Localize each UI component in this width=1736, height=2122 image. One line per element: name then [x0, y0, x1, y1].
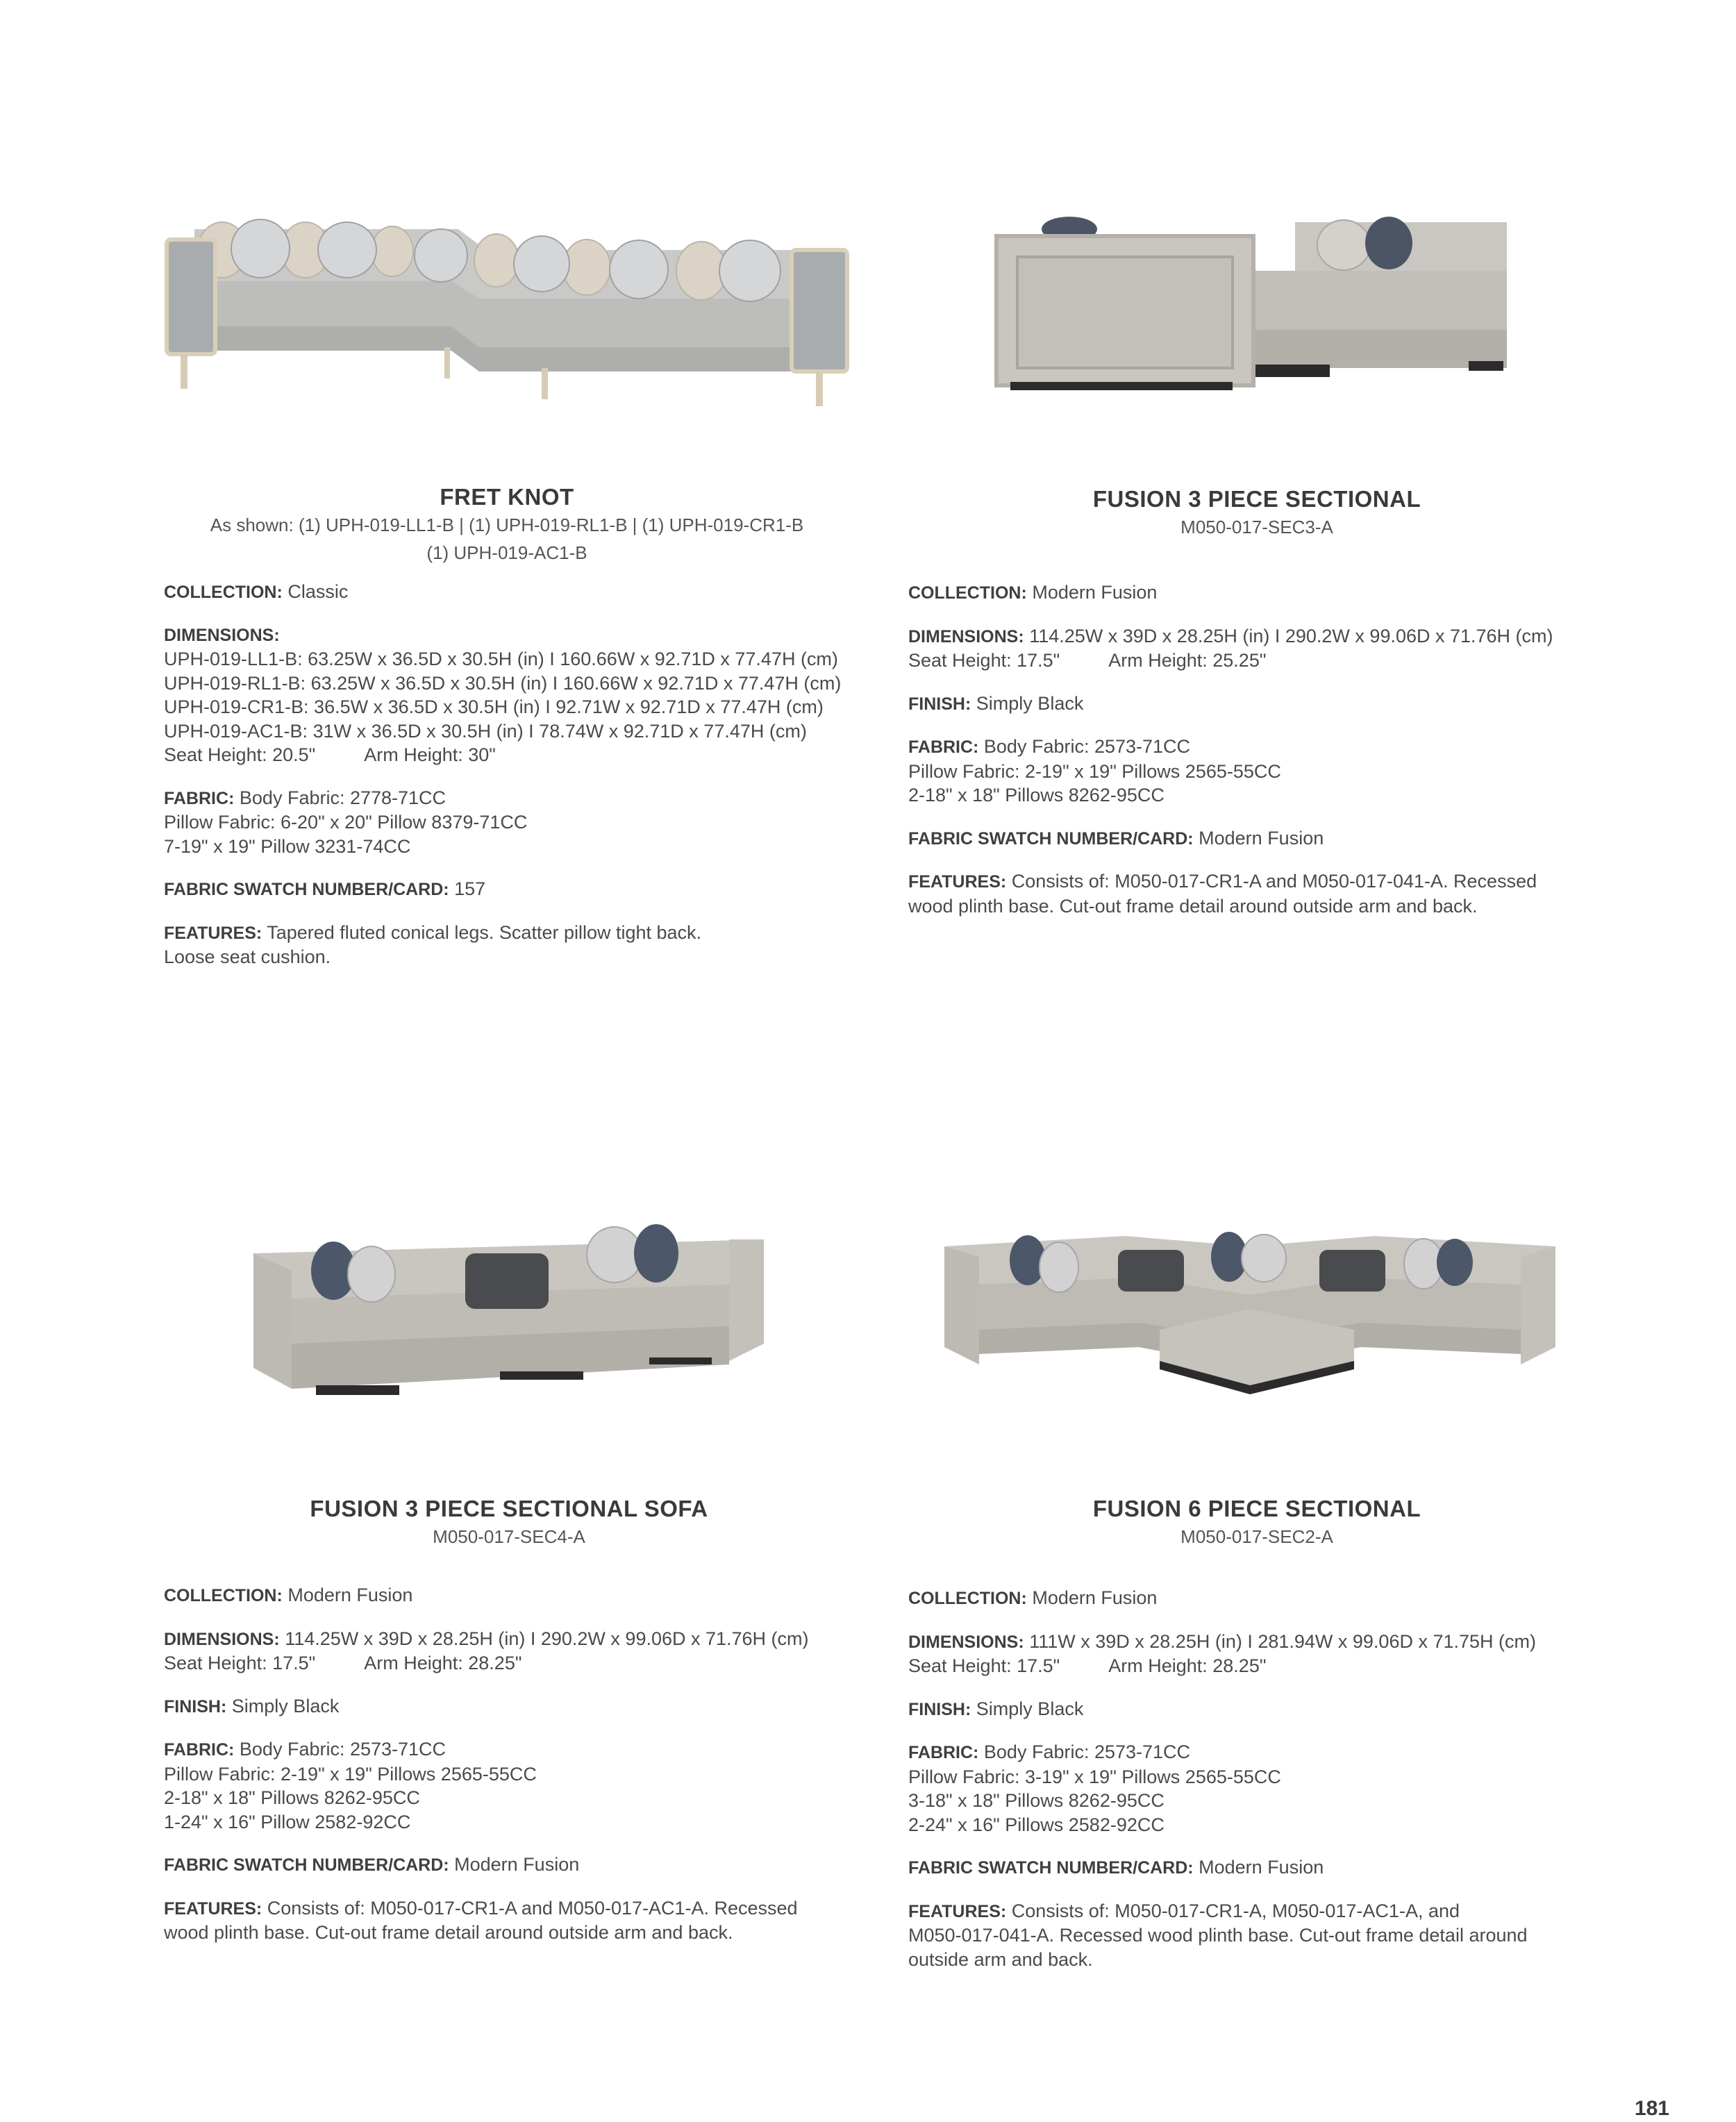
collection-value: Modern Fusion	[287, 1585, 413, 1605]
features-label: FEATURES:	[908, 1901, 1007, 1921]
collection-row	[908, 580, 1672, 605]
product-sku: M050-017-SEC2-A	[1180, 1526, 1333, 1547]
features-line: Loose seat cushion.	[164, 946, 331, 967]
collection-label: COLLECTION:	[908, 583, 1027, 603]
features-block	[164, 1896, 914, 1945]
fabric-line: 2-18" x 18" Pillows 8262-95CC	[164, 1787, 420, 1808]
swatch-value: Modern Fusion	[454, 1854, 580, 1875]
dimensions-value: 114.25W x 39D x 28.25H (in) I 290.2W x 99.06D x 71.76H (cm)	[1029, 625, 1553, 646]
sku-line: As shown: (1) UPH-019-LL1-B | (1) UPH-019-RL1-B | (1) UPH-019-CR1-B	[210, 515, 804, 535]
features-block	[164, 921, 914, 969]
swatch-value: 157	[454, 878, 486, 899]
swatch-row	[908, 1855, 1672, 1880]
collection-value: Modern Fusion	[1032, 582, 1158, 603]
product-specs	[164, 1583, 914, 1964]
fabric-line: 3-18" x 18" Pillows 8262-95CC	[908, 1790, 1165, 1811]
fabric-line: Pillow Fabric: 3-19" x 19" Pillows 2565-55CC	[908, 1766, 1281, 1787]
body-fabric: Body Fabric: 2573-71CC	[239, 1739, 446, 1760]
collection-value: Modern Fusion	[1032, 1587, 1158, 1608]
features-line: wood plinth base. Cut-out frame detail around outside arm and back.	[908, 895, 1478, 917]
dimensions-block	[908, 624, 1672, 673]
fabric-block	[908, 735, 1672, 808]
features-block	[908, 1899, 1672, 1972]
fabric-line: 7-19" x 19" Pillow 3231-74CC	[164, 835, 411, 857]
product-sku: M050-017-SEC4-A	[433, 1526, 585, 1547]
collection-label: COLLECTION:	[164, 1586, 283, 1605]
swatch-row	[164, 877, 914, 902]
dimensions-value: 114.25W x 39D x 28.25H (in) I 290.2W x 99.06D x 71.76H (cm)	[285, 1628, 809, 1649]
swatch-row	[908, 826, 1672, 851]
product-image-fusion-3-piece-sectional-sofa	[250, 1205, 778, 1413]
fabric-block	[164, 1737, 914, 1834]
seat-height: Seat Height: 17.5"	[908, 1655, 1060, 1676]
dimensions-label: DIMENSIONS:	[164, 625, 280, 645]
fabric-line: 2-24" x 16" Pillows 2582-92CC	[908, 1814, 1165, 1835]
product-specs	[164, 580, 914, 988]
product-specs	[908, 580, 1672, 937]
finish-label: FINISH:	[908, 1699, 971, 1719]
seat-height: Seat Height: 17.5"	[908, 650, 1060, 671]
seat-arm-line	[908, 1654, 1672, 1678]
swatch-value: Modern Fusion	[1199, 827, 1324, 849]
finish-row	[164, 1694, 914, 1719]
collection-label: COLLECTION:	[164, 583, 283, 602]
swatch-label: FABRIC SWATCH NUMBER/CARD:	[164, 1855, 449, 1875]
product-sku	[104, 511, 910, 567]
seat-arm-line	[164, 1651, 914, 1676]
dimension-line: UPH-019-CR1-B: 36.5W x 36.5D x 30.5H (in) I 92.71W x 92.71D x 77.47H (cm)	[164, 696, 824, 717]
finish-value: Simply Black	[976, 1698, 1084, 1719]
dimensions-label: DIMENSIONS:	[908, 1632, 1024, 1652]
product-sku: M050-017-SEC3-A	[1180, 517, 1333, 537]
product-title: FUSION 6 PIECE SECTIONAL	[1092, 1496, 1421, 1521]
arm-height: Arm Height: 28.25"	[1108, 1655, 1267, 1676]
features-line: outside arm and back.	[908, 1948, 1093, 1970]
fusion-3-sectional-sofa-illustration	[250, 1205, 778, 1413]
collection-row	[164, 580, 914, 605]
features-text: Consists of: M050-017-CR1-A and M050-017-041-A. Recessed	[1011, 871, 1537, 892]
arm-height: Arm Height: 28.25"	[364, 1653, 522, 1673]
body-fabric: Body Fabric: 2573-71CC	[983, 736, 1191, 757]
collection-row	[164, 1583, 914, 1608]
features-text: Consists of: M050-017-CR1-A and M050-017-AC1-A. Recessed	[267, 1897, 798, 1919]
arm-height: Arm Height: 30"	[364, 744, 496, 765]
swatch-row	[164, 1853, 914, 1878]
features-label: FEATURES:	[164, 923, 262, 943]
fusion-3-sectional-illustration	[990, 205, 1517, 406]
product-title: FUSION 3 PIECE SECTIONAL SOFA	[310, 1496, 708, 1521]
fusion-6-sectional-illustration	[937, 1208, 1562, 1396]
dimension-line: UPH-019-LL1-B: 63.25W x 36.5D x 30.5H (in) I 160.66W x 92.71D x 77.47H (cm)	[164, 649, 838, 669]
fabric-line: 2-18" x 18" Pillows 8262-95CC	[908, 785, 1165, 805]
finish-value: Simply Black	[231, 1695, 340, 1716]
sku-line: (1) UPH-019-AC1-B	[426, 542, 587, 563]
features-line: M050-017-041-A. Recessed wood plinth base. Cut-out frame detail around	[908, 1925, 1528, 1946]
finish-row	[908, 1697, 1672, 1722]
product-image-fusion-3-piece-sectional	[990, 205, 1517, 406]
collection-value: Classic	[287, 581, 349, 602]
product-title: FRET KNOT	[440, 484, 574, 510]
swatch-label: FABRIC SWATCH NUMBER/CARD:	[164, 880, 449, 899]
dimensions-block	[908, 1630, 1672, 1678]
fabric-line: Pillow Fabric: 6-20" x 20" Pillow 8379-71CC	[164, 812, 528, 833]
fret-knot-sofa-illustration	[153, 201, 861, 410]
finish-label: FINISH:	[908, 694, 971, 714]
swatch-label: FABRIC SWATCH NUMBER/CARD:	[908, 1858, 1194, 1878]
page-number: 181	[1634, 2097, 1669, 2120]
product-specs	[908, 1586, 1672, 1990]
collection-label: COLLECTION:	[908, 1589, 1027, 1608]
arm-height: Arm Height: 25.25"	[1108, 650, 1267, 671]
features-text: Tapered fluted conical legs. Scatter pillow tight back.	[267, 921, 702, 943]
fabric-label: FABRIC:	[908, 737, 979, 757]
features-label: FEATURES:	[908, 872, 1007, 892]
fabric-line: Pillow Fabric: 2-19" x 19" Pillows 2565-55CC	[908, 760, 1281, 782]
fabric-label: FABRIC:	[164, 788, 235, 808]
dimensions-label: DIMENSIONS:	[164, 1629, 280, 1649]
features-label: FEATURES:	[164, 1898, 262, 1919]
finish-label: FINISH:	[164, 1696, 227, 1716]
finish-value: Simply Black	[976, 692, 1084, 714]
seat-height: Seat Height: 20.5"	[164, 744, 316, 765]
fabric-line: Pillow Fabric: 2-19" x 19" Pillows 2565-55CC	[164, 1763, 537, 1785]
fabric-label: FABRIC:	[164, 1740, 235, 1760]
features-text: Consists of: M050-017-CR1-A, M050-017-AC1-A, and	[1011, 1900, 1460, 1921]
product-title: FUSION 3 PIECE SECTIONAL	[1092, 486, 1421, 512]
fabric-label: FABRIC:	[908, 1743, 979, 1762]
body-fabric: Body Fabric: 2573-71CC	[983, 1741, 1191, 1762]
dimensions-label: DIMENSIONS:	[908, 626, 1024, 646]
features-line: wood plinth base. Cut-out frame detail around outside arm and back.	[164, 1922, 733, 1943]
collection-row	[908, 1586, 1672, 1611]
seat-arm-line	[164, 743, 914, 767]
seat-height: Seat Height: 17.5"	[164, 1653, 316, 1673]
dimension-line: UPH-019-RL1-B: 63.25W x 36.5D x 30.5H (in) I 160.66W x 92.71D x 77.47H (cm)	[164, 672, 842, 694]
swatch-value: Modern Fusion	[1199, 1857, 1324, 1878]
dimensions-block	[164, 1627, 914, 1676]
dimensions-block	[164, 624, 914, 767]
fabric-line: 1-24" x 16" Pillow 2582-92CC	[164, 1811, 411, 1832]
product-image-fret-knot	[153, 201, 861, 410]
product-image-fusion-6-piece-sectional	[937, 1208, 1562, 1396]
dimensions-value: 111W x 39D x 28.25H (in) I 281.94W x 99.06D x 71.75H (cm)	[1029, 1630, 1537, 1652]
features-block	[908, 869, 1672, 918]
dimension-line: UPH-019-AC1-B: 31W x 36.5D x 30.5H (in) I 78.74W x 92.71D x 77.47H (cm)	[164, 720, 807, 742]
fabric-block	[164, 786, 914, 859]
swatch-label: FABRIC SWATCH NUMBER/CARD:	[908, 828, 1194, 849]
body-fabric: Body Fabric: 2778-71CC	[239, 787, 446, 808]
finish-row	[908, 692, 1672, 717]
fabric-block	[908, 1740, 1672, 1837]
seat-arm-line	[908, 649, 1672, 673]
